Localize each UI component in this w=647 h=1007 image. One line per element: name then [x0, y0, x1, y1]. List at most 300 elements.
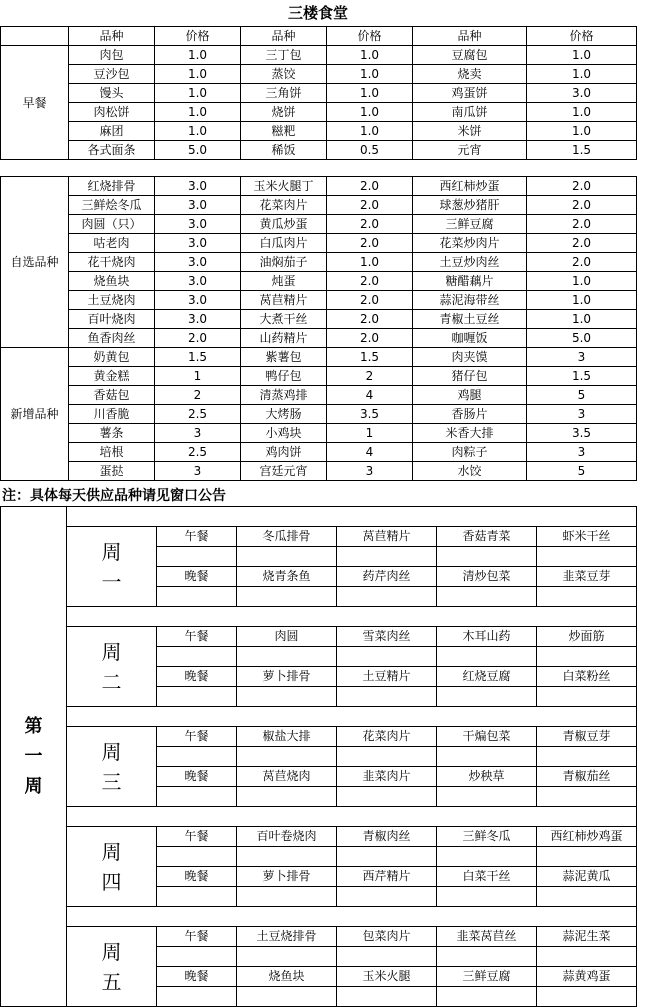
day-label-top: 周 — [101, 739, 122, 764]
day-label-bottom: 三 — [101, 769, 122, 794]
table-row — [1, 196, 637, 215]
column-header-item: 品种 — [69, 27, 155, 46]
dish-cell: 土豆精片 — [337, 667, 437, 687]
empty-cell — [237, 947, 337, 967]
empty-cell — [237, 747, 337, 767]
price-cell: 1.0 — [327, 65, 413, 84]
dish-cell: 青椒肉丝 — [337, 827, 437, 847]
item-cell: 玉米火腿丁 — [241, 177, 327, 196]
price-cell: 2.0 — [327, 329, 413, 348]
empty-cell — [337, 887, 437, 907]
empty-cell — [237, 587, 337, 607]
price-cell: 2 — [155, 386, 241, 405]
day-label — [67, 827, 157, 907]
day-label — [67, 727, 157, 807]
dish-cell: 炒面筋 — [537, 627, 637, 647]
price-cell: 1.5 — [155, 348, 241, 367]
item-cell: 咕老肉 — [69, 234, 155, 253]
empty-cell — [237, 547, 337, 567]
dish-cell: 烧青条鱼 — [237, 567, 337, 587]
empty-cell — [237, 847, 337, 867]
item-cell: 球葱炒猪肝 — [413, 196, 527, 215]
item-cell: 黄金糕 — [69, 367, 155, 386]
empty-cell — [537, 687, 637, 707]
empty-cell — [537, 947, 637, 967]
table-row — [1, 310, 637, 329]
empty-cell — [537, 647, 637, 667]
item-cell: 宫廷元宵 — [241, 462, 327, 481]
item-cell: 水饺 — [413, 462, 527, 481]
day-label-bottom: 五 — [101, 969, 122, 994]
price-cell: 3.0 — [527, 84, 637, 103]
price-cell: 2.0 — [327, 272, 413, 291]
item-cell: 清蒸鸡排 — [241, 386, 327, 405]
dish-cell: 韭菜肉片 — [337, 767, 437, 787]
empty-cell — [157, 847, 237, 867]
price-cell: 4 — [327, 443, 413, 462]
meal-label: 午餐 — [157, 927, 237, 947]
item-cell: 香菇包 — [69, 386, 155, 405]
dish-cell: 萝卜排骨 — [237, 667, 337, 687]
item-cell: 米饼 — [413, 122, 527, 141]
price-cell: 2.5 — [155, 405, 241, 424]
item-cell: 花干烧肉 — [69, 253, 155, 272]
optional-table — [0, 176, 637, 481]
meal-label: 晚餐 — [157, 667, 237, 687]
empty-cell — [537, 787, 637, 807]
table-row — [1, 177, 637, 196]
empty-cell — [337, 847, 437, 867]
item-cell: 花菜肉片 — [241, 196, 327, 215]
item-cell: 肉夹馍 — [413, 348, 527, 367]
empty-cell — [437, 947, 537, 967]
price-cell: 3 — [155, 424, 241, 443]
table-row — [1, 443, 637, 462]
item-cell: 肉圆（只） — [69, 215, 155, 234]
empty-cell — [237, 647, 337, 667]
item-cell: 鸡蛋饼 — [413, 84, 527, 103]
week-label-char: 一 — [24, 745, 43, 767]
empty-cell — [437, 987, 537, 1007]
item-cell: 炖蛋 — [241, 272, 327, 291]
group-label-header — [1, 27, 69, 46]
dish-cell: 蒜泥生菜 — [537, 927, 637, 947]
price-cell: 3.0 — [155, 215, 241, 234]
column-header-item: 品种 — [241, 27, 327, 46]
table-row — [1, 405, 637, 424]
column-header-price: 价格 — [155, 27, 241, 46]
price-cell: 1.0 — [527, 310, 637, 329]
empty-cell — [237, 687, 337, 707]
table-row — [1, 103, 637, 122]
column-header-item: 品种 — [413, 27, 527, 46]
item-cell: 鸡肉饼 — [241, 443, 327, 462]
dish-cell: 蒜泥黄瓜 — [537, 867, 637, 887]
table-row — [1, 291, 637, 310]
item-cell: 蒜泥海带丝 — [413, 291, 527, 310]
item-cell: 稀饭 — [241, 141, 327, 160]
table-row — [1, 329, 637, 348]
empty-cell — [437, 587, 537, 607]
item-cell: 鱼香肉丝 — [69, 329, 155, 348]
dish-cell: 虾米干丝 — [537, 527, 637, 547]
table-row — [1, 627, 637, 647]
item-cell: 紫薯包 — [241, 348, 327, 367]
price-cell: 2.0 — [327, 234, 413, 253]
item-cell: 大烤肠 — [241, 405, 327, 424]
week-label-char: 周 — [24, 775, 43, 797]
empty-cell — [437, 687, 537, 707]
price-cell: 3 — [155, 462, 241, 481]
item-cell: 山药精片 — [241, 329, 327, 348]
price-cell: 1.0 — [527, 291, 637, 310]
empty-cell — [537, 987, 637, 1007]
spacer-cell — [67, 807, 637, 827]
item-cell: 肉粽子 — [413, 443, 527, 462]
item-cell: 南瓜饼 — [413, 103, 527, 122]
header-row — [1, 27, 637, 46]
price-cell: 2.0 — [327, 177, 413, 196]
dish-cell: 百叶卷烧肉 — [237, 827, 337, 847]
spacer-row — [1, 507, 637, 527]
price-cell: 1.0 — [327, 253, 413, 272]
item-cell: 元宵 — [413, 141, 527, 160]
price-cell: 4 — [327, 386, 413, 405]
column-header-price: 价格 — [327, 27, 413, 46]
price-cell: 2.0 — [327, 291, 413, 310]
spacer-row — [1, 607, 637, 627]
item-cell: 麻团 — [69, 122, 155, 141]
item-cell: 烧鱼块 — [69, 272, 155, 291]
empty-cell — [337, 587, 437, 607]
empty-cell — [337, 987, 437, 1007]
meal-label: 午餐 — [157, 627, 237, 647]
empty-cell — [437, 887, 537, 907]
item-cell: 川香脆 — [69, 405, 155, 424]
supply-note: 注：具体每天供应品种请见窗口公告 — [2, 488, 226, 504]
empty-cell — [237, 987, 337, 1007]
empty-cell — [437, 787, 537, 807]
dish-cell: 白菜干丝 — [437, 867, 537, 887]
dish-cell: 三鲜豆腐 — [437, 967, 537, 987]
day-label — [67, 927, 157, 1007]
dish-cell: 莴苣精片 — [337, 527, 437, 547]
spacer-cell — [67, 907, 637, 927]
dish-cell: 肉圆 — [237, 627, 337, 647]
page-title: 三楼食堂 — [287, 4, 348, 22]
price-cell: 2.0 — [527, 234, 637, 253]
price-cell: 2.0 — [527, 196, 637, 215]
day-label-bottom: 二 — [101, 669, 122, 694]
price-cell: 3.0 — [155, 272, 241, 291]
item-cell: 三鲜烩冬瓜 — [69, 196, 155, 215]
price-cell: 2.0 — [327, 310, 413, 329]
dish-cell: 西芹精片 — [337, 867, 437, 887]
day-label-bottom: 一 — [101, 569, 122, 594]
price-cell: 1.0 — [155, 46, 241, 65]
table-row — [1, 827, 637, 847]
price-cell: 1.5 — [527, 141, 637, 160]
price-cell: 1.0 — [527, 65, 637, 84]
price-cell: 1.5 — [327, 348, 413, 367]
dish-cell: 椒盐大排 — [237, 727, 337, 747]
item-cell: 青椒土豆丝 — [413, 310, 527, 329]
empty-cell — [437, 847, 537, 867]
price-cell: 3 — [527, 348, 637, 367]
price-cell: 3.5 — [327, 405, 413, 424]
group-label-new-items: 新增品种 — [1, 348, 69, 481]
empty-cell — [157, 547, 237, 567]
breakfast-table — [0, 26, 637, 160]
price-cell: 3 — [527, 405, 637, 424]
price-cell: 1 — [155, 367, 241, 386]
item-cell: 小鸡块 — [241, 424, 327, 443]
empty-cell — [157, 747, 237, 767]
dish-cell: 青椒茄丝 — [537, 767, 637, 787]
item-cell: 烧饼 — [241, 103, 327, 122]
group-label-breakfast: 早餐 — [1, 46, 69, 160]
price-cell: 1.0 — [327, 84, 413, 103]
item-cell: 三丁包 — [241, 46, 327, 65]
empty-cell — [437, 747, 537, 767]
dish-cell: 青椒豆芽 — [537, 727, 637, 747]
day-label-top: 周 — [101, 639, 122, 664]
item-cell: 西红柿炒蛋 — [413, 177, 527, 196]
price-cell: 1.0 — [527, 122, 637, 141]
dish-cell: 萝卜排骨 — [237, 867, 337, 887]
item-cell: 米香大排 — [413, 424, 527, 443]
dish-cell: 雪菜肉丝 — [337, 627, 437, 647]
empty-cell — [237, 787, 337, 807]
meal-label: 午餐 — [157, 727, 237, 747]
spacer-cell — [67, 707, 637, 727]
spacer-row — [1, 807, 637, 827]
empty-cell — [337, 947, 437, 967]
table-row — [1, 272, 637, 291]
price-cell: 1 — [327, 424, 413, 443]
day-label-bottom: 四 — [101, 869, 122, 894]
day-label — [67, 627, 157, 707]
price-cell: 3.0 — [155, 177, 241, 196]
item-cell: 蒸饺 — [241, 65, 327, 84]
price-cell: 2.0 — [327, 215, 413, 234]
price-cell: 5 — [527, 386, 637, 405]
price-cell: 1.0 — [155, 122, 241, 141]
price-cell: 1.0 — [155, 103, 241, 122]
price-cell: 5.0 — [155, 141, 241, 160]
item-cell: 薯条 — [69, 424, 155, 443]
item-cell: 各式面条 — [69, 141, 155, 160]
column-header-price: 价格 — [527, 27, 637, 46]
spacer-cell — [67, 607, 637, 627]
empty-cell — [157, 647, 237, 667]
item-cell: 肉包 — [69, 46, 155, 65]
item-cell: 鸭仔包 — [241, 367, 327, 386]
empty-cell — [157, 947, 237, 967]
empty-cell — [157, 787, 237, 807]
empty-cell — [537, 887, 637, 907]
table-row — [1, 122, 637, 141]
item-cell: 黄瓜炒蛋 — [241, 215, 327, 234]
item-cell: 花菜炒肉片 — [413, 234, 527, 253]
dish-cell: 药芹肉丝 — [337, 567, 437, 587]
table-row — [1, 727, 637, 747]
empty-cell — [537, 587, 637, 607]
price-cell: 5.0 — [527, 329, 637, 348]
table-row — [1, 386, 637, 405]
item-cell: 馒头 — [69, 84, 155, 103]
price-cell: 2.0 — [527, 253, 637, 272]
dish-cell: 莴苣烧肉 — [237, 767, 337, 787]
empty-cell — [537, 547, 637, 567]
table-row — [1, 234, 637, 253]
item-cell: 豆沙包 — [69, 65, 155, 84]
table-row — [1, 215, 637, 234]
price-cell: 3.0 — [155, 234, 241, 253]
price-cell: 1.5 — [527, 367, 637, 386]
item-cell: 培根 — [69, 443, 155, 462]
item-cell: 三角饼 — [241, 84, 327, 103]
empty-cell — [437, 647, 537, 667]
table-row — [1, 527, 637, 547]
price-cell: 3.5 — [527, 424, 637, 443]
meal-label: 晚餐 — [157, 867, 237, 887]
dish-cell: 西红柿炒鸡蛋 — [537, 827, 637, 847]
meal-label: 晚餐 — [157, 967, 237, 987]
price-cell: 2.0 — [155, 329, 241, 348]
table-row — [1, 348, 637, 367]
item-cell: 奶黄包 — [69, 348, 155, 367]
dish-cell: 白菜粉丝 — [537, 667, 637, 687]
table-row — [1, 462, 637, 481]
price-cell: 1.0 — [527, 103, 637, 122]
price-cell: 3.0 — [155, 310, 241, 329]
item-cell: 豆腐包 — [413, 46, 527, 65]
item-cell: 鸡腿 — [413, 386, 527, 405]
dish-cell: 清炒包菜 — [437, 567, 537, 587]
price-cell: 3.0 — [155, 253, 241, 272]
item-cell: 糖醋藕片 — [413, 272, 527, 291]
dish-cell: 冬瓜排骨 — [237, 527, 337, 547]
price-cell: 3.0 — [155, 291, 241, 310]
table-row — [1, 927, 637, 947]
day-label-top: 周 — [101, 539, 122, 564]
meal-label: 午餐 — [157, 827, 237, 847]
empty-cell — [237, 887, 337, 907]
table-row — [1, 367, 637, 386]
dish-cell: 包菜肉片 — [337, 927, 437, 947]
table-row — [1, 424, 637, 443]
table-row — [1, 253, 637, 272]
item-cell: 土豆炒肉丝 — [413, 253, 527, 272]
meal-label: 午餐 — [157, 527, 237, 547]
item-cell: 白瓜肉片 — [241, 234, 327, 253]
group-label-optional: 自选品种 — [1, 177, 69, 348]
price-cell: 1.0 — [155, 65, 241, 84]
item-cell: 三鲜豆腐 — [413, 215, 527, 234]
day-label-top: 周 — [101, 839, 122, 864]
item-cell: 百叶烧肉 — [69, 310, 155, 329]
empty-cell — [157, 587, 237, 607]
meal-label: 晚餐 — [157, 567, 237, 587]
price-cell: 3.0 — [155, 196, 241, 215]
dish-cell: 烧鱼块 — [237, 967, 337, 987]
spacer-cell — [67, 507, 637, 527]
empty-cell — [337, 747, 437, 767]
item-cell: 大煮干丝 — [241, 310, 327, 329]
empty-cell — [537, 747, 637, 767]
price-cell: 3 — [527, 443, 637, 462]
empty-cell — [437, 547, 537, 567]
empty-cell — [337, 547, 437, 567]
price-cell: 5 — [527, 462, 637, 481]
empty-cell — [157, 887, 237, 907]
dish-cell: 干煸包菜 — [437, 727, 537, 747]
price-cell: 0.5 — [327, 141, 413, 160]
meal-label: 晚餐 — [157, 767, 237, 787]
table-row — [1, 141, 637, 160]
price-cell: 1.0 — [327, 122, 413, 141]
item-cell: 咖喱饭 — [413, 329, 527, 348]
empty-cell — [337, 647, 437, 667]
item-cell: 红烧排骨 — [69, 177, 155, 196]
item-cell: 肉松饼 — [69, 103, 155, 122]
price-cell: 2 — [327, 367, 413, 386]
dish-cell: 炒秧草 — [437, 767, 537, 787]
item-cell: 土豆烧肉 — [69, 291, 155, 310]
dish-cell: 花菜肉片 — [337, 727, 437, 747]
empty-cell — [157, 987, 237, 1007]
dish-cell: 玉米火腿 — [337, 967, 437, 987]
weekly-menu-table — [0, 506, 637, 1007]
price-cell: 3 — [327, 462, 413, 481]
price-cell: 2.0 — [327, 196, 413, 215]
table-row — [1, 46, 637, 65]
week-label-char: 第 — [24, 715, 43, 737]
empty-cell — [157, 687, 237, 707]
empty-cell — [537, 847, 637, 867]
price-cell: 2.0 — [527, 177, 637, 196]
dish-cell: 三鲜冬瓜 — [437, 827, 537, 847]
table-row — [1, 65, 637, 84]
table-row — [1, 84, 637, 103]
dish-cell: 香菇青菜 — [437, 527, 537, 547]
price-cell: 1.0 — [327, 46, 413, 65]
item-cell: 糍粑 — [241, 122, 327, 141]
dish-cell: 韭菜豆芽 — [537, 567, 637, 587]
price-cell: 2.0 — [527, 215, 637, 234]
price-cell: 1.0 — [527, 272, 637, 291]
dish-cell: 蒜黄鸡蛋 — [537, 967, 637, 987]
price-cell: 1.0 — [327, 103, 413, 122]
spacer-row — [1, 707, 637, 727]
item-cell: 香肠片 — [413, 405, 527, 424]
day-label — [67, 527, 157, 607]
week-label — [1, 507, 67, 1007]
item-cell: 烧卖 — [413, 65, 527, 84]
price-cell: 2.5 — [155, 443, 241, 462]
item-cell: 油焖茄子 — [241, 253, 327, 272]
dish-cell: 韭菜莴苣丝 — [437, 927, 537, 947]
item-cell: 蛋挞 — [69, 462, 155, 481]
dish-cell: 土豆烧排骨 — [237, 927, 337, 947]
dish-cell: 红烧豆腐 — [437, 667, 537, 687]
spacer-row — [1, 907, 637, 927]
empty-cell — [337, 687, 437, 707]
item-cell: 莴苣精片 — [241, 291, 327, 310]
dish-cell: 木耳山药 — [437, 627, 537, 647]
price-cell: 1.0 — [155, 84, 241, 103]
